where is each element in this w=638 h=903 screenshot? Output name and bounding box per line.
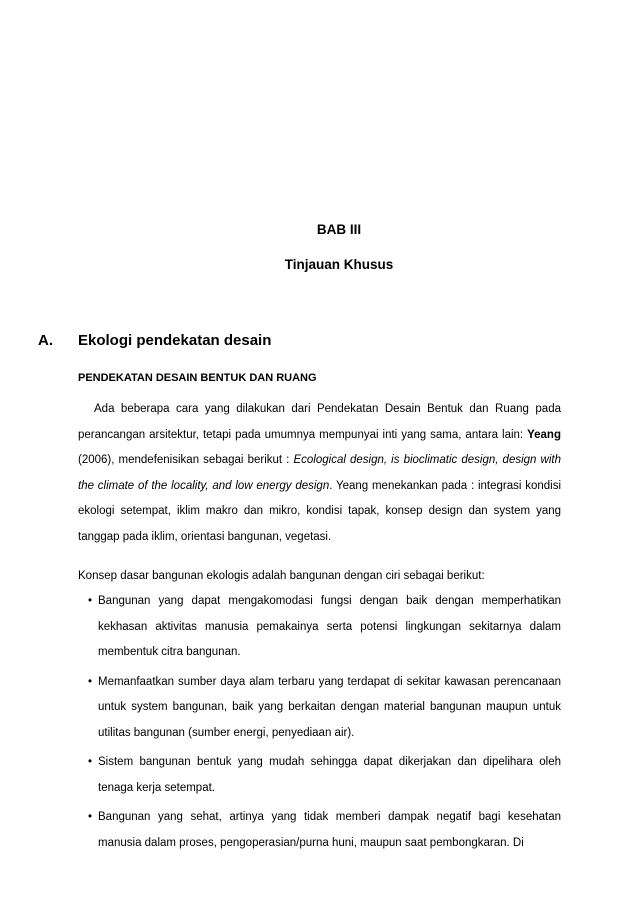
section-letter: A. — [38, 332, 53, 349]
list-item-text: Bangunan yang sehat, artinya yang tidak memberi dampak negatif bagi kesehatan manusia dalam proses, pengoperasian/purna huni, maupun saat pembongkaran. Di — [98, 811, 561, 849]
bullet-icon: • — [88, 675, 93, 688]
section-heading — [38, 332, 271, 349]
list-item — [88, 670, 561, 747]
paragraph-2 — [78, 564, 561, 590]
list-item — [88, 589, 561, 666]
ecological-design-quote: Ecological design, is bioclimatic design, design with the climate of the locality, and low energy design — [78, 454, 561, 492]
chapter-number: BAB III — [316, 222, 362, 237]
bullet-icon: • — [88, 756, 93, 768]
author-name: Yeang — [527, 428, 561, 441]
chapter-title: Tinjauan Khusus — [284, 257, 394, 272]
list-item-text: Sistem bangunan bentuk yang mudah sehingga dapat dikerjakan dan dipelihara oleh tenaga kerja setempat. — [98, 756, 561, 794]
bullet-icon: • — [88, 595, 93, 607]
list-item-text: Bangunan yang dapat mengakomodasi fungsi dengan baik dengan memperhatikan kekhasan aktivitas manusia pemakainya serta potensi lingkungan sekitarnya dalam membentuk citra bangunan. — [98, 595, 561, 658]
paragraph-1-text-c: . Yeang menekankan pada : integrasi kondisi ekologi setempat, iklim makro dan mikro, kondisi tapak, konsep design dan system yang tanggap pada iklim, orientasi bangunan, vegetasi. — [78, 479, 561, 543]
paragraph-2-text: Konsep dasar bangunan ekologis adalah bangunan dengan ciri sebagai berikut: — [78, 570, 485, 582]
subheading: PENDEKATAN DESAIN BENTUK DAN RUANG — [78, 372, 317, 384]
paragraph-1 — [78, 397, 561, 550]
section-title: Ekologi pendekatan desain — [78, 332, 272, 349]
bullet-icon: • — [88, 811, 93, 823]
paragraph-1-text-b: (2006), mendefenisikan sebagai berikut : — [78, 454, 294, 466]
list-item — [88, 805, 561, 856]
paragraph-1-text-a: Ada beberapa cara yang dilakukan dari Pendekatan Desain Bentuk dan Ruang pada perancangan arsitektur, tetapi pada umumnya mempunyai inti yang sama, antara lain: — [78, 403, 561, 441]
list-item-text: Memanfaatkan sumber daya alam terbaru yang terdapat di sekitar kawasan perencanaan untuk system bangunan, baik yang berkaitan dengan material bangunan maupun untuk utilitas bangunan (sumber energi, penyediaan air). — [98, 675, 561, 739]
list-item — [88, 750, 561, 801]
bullet-list — [88, 589, 561, 860]
